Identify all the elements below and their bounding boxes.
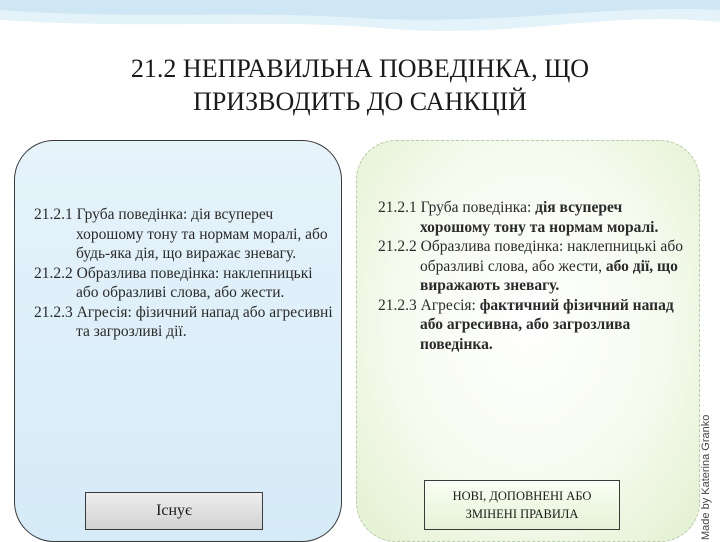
new-rules-label-line2: ЗМІНЕНІ ПРАВИЛА: [465, 507, 579, 521]
new-rule-body: або дії, що виражають зневагу.: [420, 257, 678, 294]
existing-rule-item: 21.2.2 Образлива поведінка: наклепницькі або образливі слова, або жести.: [34, 264, 313, 301]
existing-label: Існує: [156, 502, 192, 519]
existing-label-box: [85, 492, 263, 530]
new-rules-text: [378, 198, 688, 354]
new-rule-body-plain: наклепницькі або образливі слова, або жести,: [420, 238, 683, 275]
existing-rule-item: 21.2.1 Груба поведінка: дія всупереч хорошому тону та нормам моралі, або будь-яка дія, що виражає зневагу.: [34, 206, 328, 262]
author-watermark-text: Made by Katerina Granko: [700, 414, 712, 540]
header-wave-decoration: [0, 0, 720, 60]
existing-rules-text: [34, 205, 334, 342]
new-rule-label: 21.2.1 Груба поведінка:: [378, 199, 532, 216]
slide-title: [60, 52, 660, 118]
new-rule-label: 21.2.3 Агресія:: [378, 296, 476, 314]
new-rule-item: [378, 296, 688, 355]
new-rule-body: дія всупереч хорошому тону та нормам моралі.: [420, 199, 659, 236]
new-rule-body: фактичний фізичний напад або агресивна, або загрозлива поведінка.: [420, 296, 674, 353]
slide-title-line2: ПРИЗВОДИТЬ ДО САНКЦІЙ: [193, 87, 527, 116]
existing-rule-item: 21.2.3 Агресія: фізичний напад або агресивні та загрозливі дії.: [34, 303, 333, 340]
new-rule-label: 21.2.2 Образлива поведінка:: [378, 238, 564, 255]
slide-title-line1: 21.2 НЕПРАВИЛЬНА ПОВЕДІНКА, ЩО: [130, 54, 590, 83]
new-rule-item: [378, 237, 688, 296]
new-rule-item: [378, 198, 688, 237]
new-rules-label-line1: НОВІ, ДОПОВНЕНІ АБО: [452, 489, 592, 503]
new-rules-label-box: [424, 480, 620, 530]
